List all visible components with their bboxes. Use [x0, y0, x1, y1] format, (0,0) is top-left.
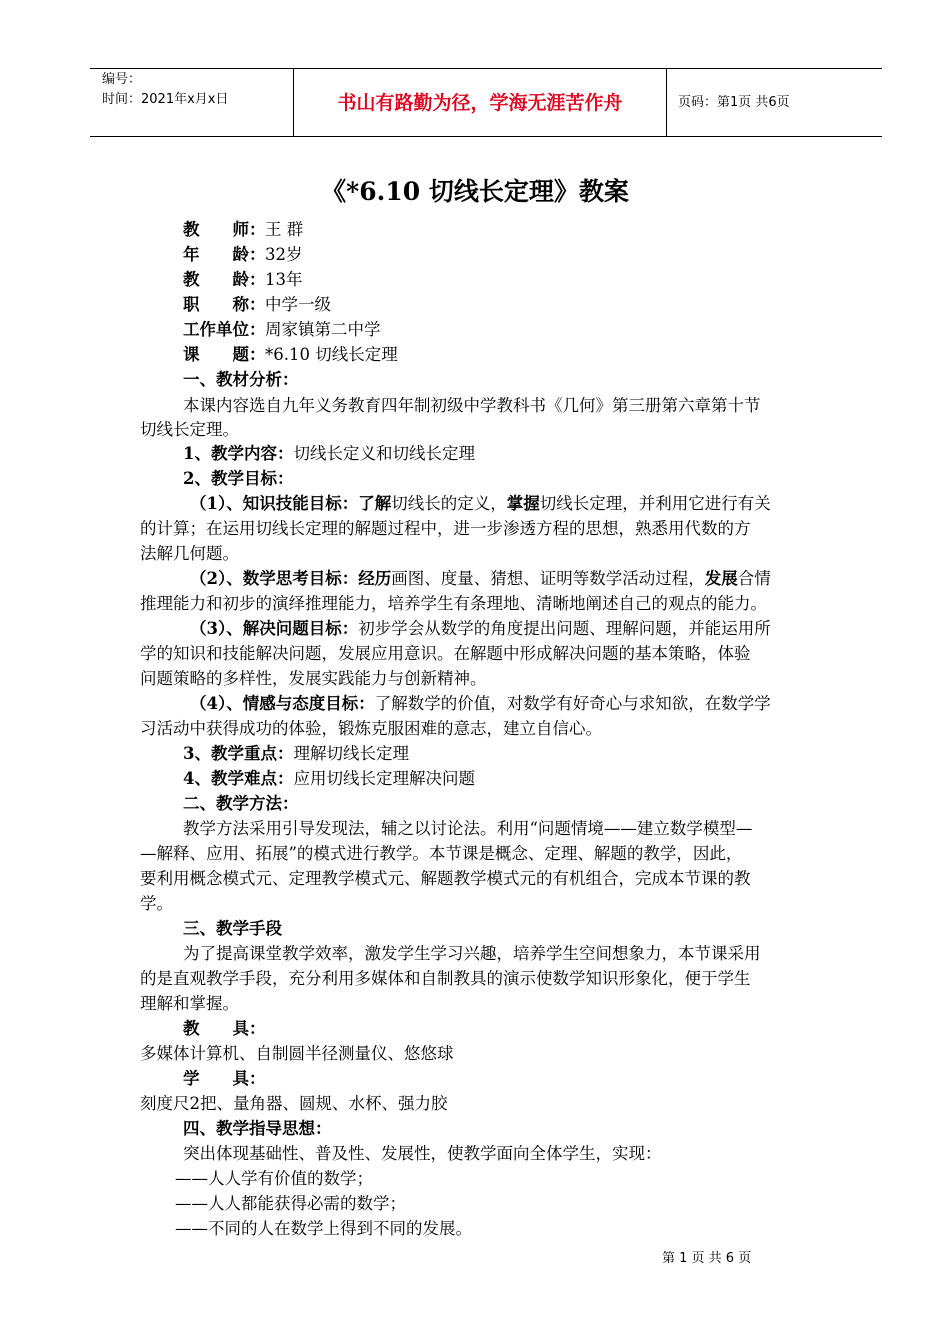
info-value: 32岁 — [265, 245, 303, 264]
teaching-key-point — [183, 743, 409, 765]
goal-4 — [190, 693, 771, 715]
page-footer: 第 1 页 共 6 页 — [662, 1251, 752, 1266]
info-value: 中学一级 — [265, 295, 331, 314]
paragraph-line: 习活动中获得成功的体验，锻炼克服困难的意志，建立自信心。 — [140, 719, 602, 738]
info-label: 教 师： — [183, 220, 266, 239]
paragraph-line: 学的知识和技能解决问题，发展应用意识。在解题中形成解决问题的基本策略，体验 — [140, 644, 751, 663]
goal-text: 画图、度量、猜想、证明等数学活动过程， — [391, 569, 705, 588]
info-label: 职 称： — [183, 295, 266, 314]
info-value: 13年 — [265, 270, 303, 289]
paragraph-line: 的计算；在运用切线长定理的解题过程中，进一步渗透方程的思想，熟悉用代数的方 — [140, 519, 751, 538]
goal-text: 了解数学的价值，对数学有好奇心与求知欲，在数学学 — [374, 694, 771, 713]
paragraph-line: 理解和掌握。 — [140, 994, 239, 1013]
section-heading: 一、教材分析： — [183, 370, 299, 389]
info-workplace — [183, 319, 381, 341]
paragraph-line: 推理能力和初步的演绎推理能力，培养学生有条理地、清晰地阐述自己的观点的能力。 — [140, 594, 767, 613]
info-value: 周家镇第二中学 — [265, 320, 381, 339]
info-teacher — [183, 219, 303, 241]
info-title — [183, 294, 331, 316]
header-bottom-rule — [90, 136, 882, 137]
section-heading: 四、教学指导思想： — [183, 1119, 332, 1138]
section-heading: 二、教学方法： — [183, 794, 299, 813]
paragraph-line: 要利用概念模式元、定理教学模式元、解题教学模式元的有机组合，完成本节课的教 — [140, 869, 751, 888]
info-value: *6.10 切线长定理 — [265, 345, 398, 364]
info-label: 教 龄： — [183, 270, 266, 289]
teaching-tools-label: 教 具： — [183, 1019, 266, 1038]
paragraph-line: 法解几何题。 — [140, 544, 239, 563]
student-tools-value: 刻度尺2把、量角器、圆规、水杯、强力胶 — [140, 1094, 448, 1113]
keyword: 发展 — [704, 569, 738, 588]
teaching-difficulty — [183, 768, 475, 790]
header-divider-right — [666, 68, 667, 136]
header-number: 编号： — [102, 72, 142, 87]
keyword: 了解 — [358, 494, 392, 513]
paragraph-line: 突出体现基础性、普及性、发展性，使教学面向全体学生，实现： — [183, 1144, 662, 1163]
teaching-goals-label: 2、教学目标： — [183, 469, 294, 488]
item-label: 1、教学内容： — [183, 444, 294, 463]
paragraph-line: 问题策略的多样性，发展实践能力与创新精神。 — [140, 669, 487, 688]
info-topic — [183, 344, 398, 366]
paragraph-line: 的是直观教学手段，充分利用多媒体和自制教具的演示使数学知识形象化，便于学生 — [140, 969, 751, 988]
info-age — [183, 244, 303, 266]
goal-1 — [190, 493, 771, 515]
list-item: ——人人学有价值的数学； — [175, 1169, 373, 1188]
paragraph-line: 切线长定理。 — [140, 420, 239, 439]
goal-text: 初步学会从数学的角度提出问题、理解问题，并能运用所 — [358, 619, 771, 638]
goal-text: 切线长的定义， — [391, 494, 507, 513]
goal-label: （2）、数学思考目标： — [190, 569, 359, 588]
goal-label: （4）、情感与态度目标： — [190, 694, 375, 713]
teaching-content — [183, 443, 475, 465]
goal-3 — [190, 618, 771, 640]
teaching-tools-value: 多媒体计算机、自制圆半径测量仪、悠悠球 — [140, 1044, 454, 1063]
header-motto: 书山有路勤为径，学海无涯苦作舟 — [337, 92, 623, 114]
header-page-number: 页码：第1页 共6页 — [678, 95, 790, 110]
paragraph-line: 学。 — [140, 894, 173, 913]
goal-text: 切线长定理，并利用它进行有关 — [539, 494, 771, 513]
list-item: ——人人都能获得必需的数学； — [175, 1194, 406, 1213]
document-title: 《*6.10 切线长定理》教案 — [321, 177, 629, 206]
info-label: 课 题： — [183, 345, 266, 364]
info-value: 王 群 — [265, 220, 304, 239]
student-tools-label: 学 具： — [183, 1069, 266, 1088]
item-value: 理解切线长定理 — [293, 744, 409, 763]
info-teaching-years — [183, 269, 303, 291]
item-value: 应用切线长定理解决问题 — [293, 769, 475, 788]
goal-text: 合情 — [737, 569, 771, 588]
item-label: 4、教学难点： — [183, 769, 294, 788]
list-item: ——不同的人在数学上得到不同的发展。 — [175, 1219, 472, 1238]
paragraph-line: 教学方法采用引导发现法，辅之以讨论法。利用“问题情境——建立数学模型— — [183, 819, 753, 838]
item-label: 3、教学重点： — [183, 744, 294, 763]
goal-label: （3）、解决问题目标： — [190, 619, 359, 638]
keyword: 经历 — [358, 569, 392, 588]
paragraph-line: —解释、应用、拓展”的模式进行教学。本节课是概念、定理、解题的教学，因此， — [140, 844, 743, 863]
info-label: 工作单位： — [183, 320, 266, 339]
item-value: 切线长定义和切线长定理 — [293, 444, 475, 463]
goal-2 — [190, 568, 771, 590]
header-top-rule — [90, 68, 882, 69]
header-time: 时间：2021年x月x日 — [102, 92, 229, 107]
section-heading: 三、教学手段 — [183, 919, 282, 938]
paragraph-line: 为了提高课堂教学效率，激发学生学习兴趣，培养学生空间想象力，本节课采用 — [183, 944, 761, 963]
paragraph-line: 本课内容选自九年义务教育四年制初级中学教科书《几何》第三册第六章第十节 — [183, 396, 761, 415]
goal-label: （1）、知识技能目标： — [190, 494, 359, 513]
keyword: 掌握 — [506, 494, 540, 513]
info-label: 年 龄： — [183, 245, 266, 264]
